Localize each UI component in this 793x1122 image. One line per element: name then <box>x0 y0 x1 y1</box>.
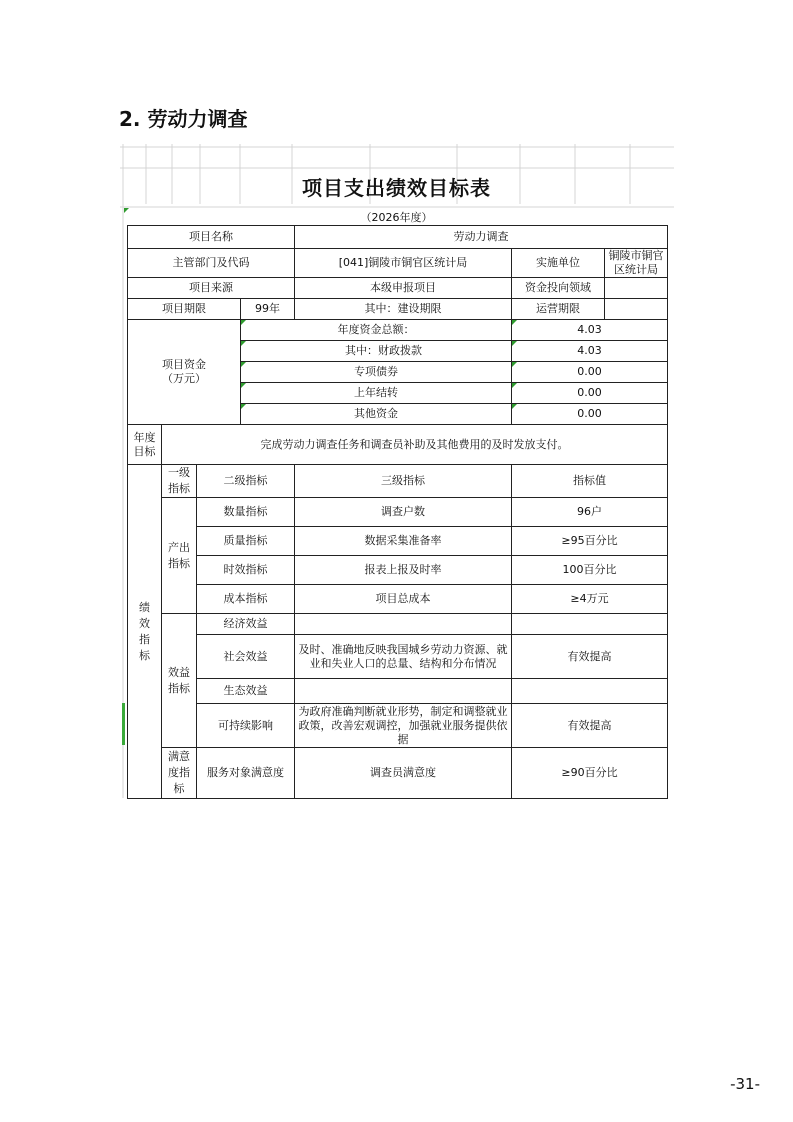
table-title: 项目支出绩效目标表 <box>302 176 491 200</box>
period-label: 项目期限 <box>128 299 241 320</box>
cell-marker <box>512 404 517 409</box>
output-level3: 数据采集准备率 <box>295 527 512 556</box>
output-indicator-label: 产出指标 <box>162 498 197 614</box>
output-value: 96户 <box>512 498 668 527</box>
selection-bar <box>122 703 125 745</box>
benefit-level2: 生态效益 <box>197 679 295 704</box>
project-name-label: 项目名称 <box>128 226 295 249</box>
section-title: 2. 劳动力调查 <box>119 107 248 131</box>
output-level3: 项目总成本 <box>295 585 512 614</box>
cell-marker <box>241 362 246 367</box>
funds-fiscal-label: 其中：财政拨款 <box>241 341 512 362</box>
table-row <box>128 679 668 704</box>
operation-value <box>605 299 668 320</box>
table-row <box>128 320 668 341</box>
output-value: ≥4万元 <box>512 585 668 614</box>
output-value: ≥95百分比 <box>512 527 668 556</box>
cell-marker <box>512 320 517 325</box>
source-value: 本级申报项目 <box>295 278 512 299</box>
funds-other-value: 0.00 <box>512 404 668 425</box>
funds-bond-label: 专项债券 <box>241 362 512 383</box>
benefit-value <box>512 614 668 635</box>
project-name-value: 劳动力调查 <box>295 226 668 249</box>
table-row <box>128 278 668 299</box>
satisfaction-level2: 服务对象满意度 <box>197 748 295 799</box>
benefit-value: 有效提高 <box>512 635 668 679</box>
period-value: 99年 <box>241 299 295 320</box>
dept-value: [041]铜陵市铜官区统计局 <box>295 249 512 278</box>
output-level2: 质量指标 <box>197 527 295 556</box>
page-number: -31- <box>730 1075 760 1093</box>
table-row <box>128 249 668 278</box>
performance-target-table <box>127 225 668 799</box>
funds-total-value: 4.03 <box>512 320 668 341</box>
annual-goal-label <box>128 425 162 465</box>
output-value: 100百分比 <box>512 556 668 585</box>
funds-label-line1: 项目资金 <box>162 358 206 371</box>
table-row <box>128 614 668 635</box>
benefit-level2: 社会效益 <box>197 635 295 679</box>
cell-marker <box>512 362 517 367</box>
funds-carryover-value: 0.00 <box>512 383 668 404</box>
benefit-level3: 及时、准确地反映我国城乡劳动力资源、就业和失业人口的总量、结构和分布情况 <box>295 635 512 679</box>
level2-header: 二级指标 <box>197 465 295 498</box>
benefit-level3 <box>295 679 512 704</box>
dept-label: 主管部门及代码 <box>128 249 295 278</box>
table-row <box>128 704 668 748</box>
table-row <box>128 748 668 799</box>
benefit-level3 <box>295 614 512 635</box>
investment-label: 资金投向领域 <box>512 278 605 299</box>
satisfaction-level3: 调查员满意度 <box>295 748 512 799</box>
cell-marker <box>241 383 246 388</box>
table-row <box>128 585 668 614</box>
output-level2: 时效指标 <box>197 556 295 585</box>
table-row <box>128 498 668 527</box>
indicators-outer-label: 绩效指标 <box>128 465 162 799</box>
table-row <box>128 556 668 585</box>
table-row <box>128 465 668 498</box>
cell-marker <box>241 341 246 346</box>
construction-label: 其中：建设期限 <box>295 299 512 320</box>
output-level3: 报表上报及时率 <box>295 556 512 585</box>
funds-other-label: 其他资金 <box>241 404 512 425</box>
level3-header: 三级指标 <box>295 465 512 498</box>
funds-label-line2: （万元） <box>162 372 206 385</box>
benefit-value: 有效提高 <box>512 704 668 748</box>
operation-label: 运营期限 <box>512 299 605 320</box>
output-level2: 成本指标 <box>197 585 295 614</box>
output-level3: 调查户数 <box>295 498 512 527</box>
satisfaction-value: ≥90百分比 <box>512 748 668 799</box>
cell-marker <box>124 208 129 213</box>
level1-header: 一级指标 <box>162 465 197 498</box>
table-row <box>128 299 668 320</box>
output-level2: 数量指标 <box>197 498 295 527</box>
table-row <box>128 425 668 465</box>
investment-value <box>605 278 668 299</box>
benefit-level2: 经济效益 <box>197 614 295 635</box>
funds-bond-value: 0.00 <box>512 362 668 383</box>
benefit-value <box>512 679 668 704</box>
source-label: 项目来源 <box>128 278 295 299</box>
funds-carryover-label: 上年结转 <box>241 383 512 404</box>
impl-unit-label: 实施单位 <box>512 249 605 278</box>
cell-marker <box>512 383 517 388</box>
funds-total-label: 年度资金总额： <box>241 320 512 341</box>
year-label: （2026年度） <box>360 211 433 224</box>
funds-fiscal-value: 4.03 <box>512 341 668 362</box>
cell-marker <box>241 320 246 325</box>
cell-marker <box>241 404 246 409</box>
benefit-indicator-label: 效益指标 <box>162 614 197 748</box>
annual-goal-label-line1: 年度 <box>133 430 156 444</box>
funds-label <box>128 320 241 425</box>
table-row <box>128 635 668 679</box>
annual-goal-text: 完成劳动力调查任务和调查员补助及其他费用的及时发放支付。 <box>162 425 668 465</box>
table-row <box>128 226 668 249</box>
table-row <box>128 527 668 556</box>
benefit-level2: 可持续影响 <box>197 704 295 748</box>
annual-goal-label-line2: 目标 <box>133 444 156 458</box>
value-header: 指标值 <box>512 465 668 498</box>
satisfaction-indicator-label: 满意度指标 <box>162 748 197 799</box>
benefit-level3: 为政府准确判断就业形势，制定和调整就业政策，改善宏观调控，加强就业服务提供依据 <box>295 704 512 748</box>
cell-marker <box>512 341 517 346</box>
impl-unit-value: 铜陵市铜官区统计局 <box>605 249 668 278</box>
